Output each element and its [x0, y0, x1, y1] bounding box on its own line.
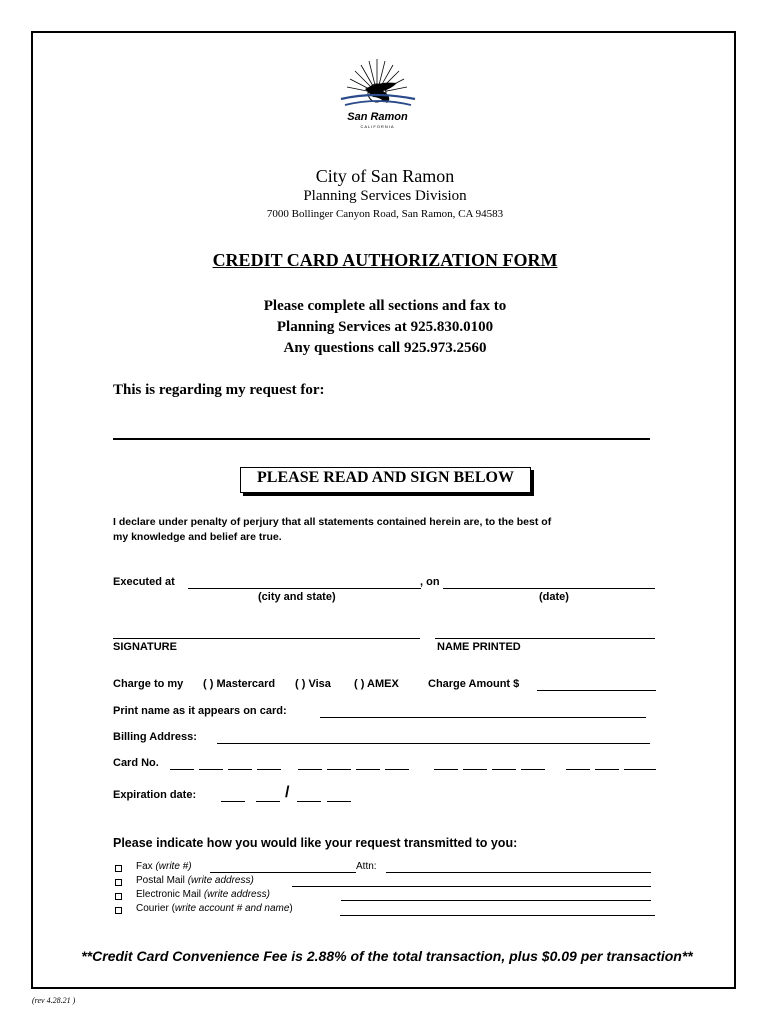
instructions-line-2: Planning Services at 925.830.0100	[276, 319, 494, 335]
card-number-label: Card No.	[113, 757, 159, 769]
courier-account-field[interactable]	[340, 915, 655, 916]
request-field[interactable]	[113, 438, 650, 440]
email-checkbox[interactable]	[115, 893, 122, 900]
mastercard-option[interactable]: ( ) Mastercard	[203, 678, 276, 690]
expiration-year-1[interactable]	[297, 801, 321, 802]
email-address-field[interactable]	[341, 900, 651, 901]
attn-field[interactable]	[386, 872, 651, 873]
executed-on-label: , on	[420, 576, 440, 588]
card-number-field[interactable]	[170, 769, 657, 771]
signature-field[interactable]	[113, 638, 420, 639]
postal-address-field[interactable]	[292, 886, 651, 887]
charge-label: Charge to my	[113, 678, 184, 690]
name-printed-field[interactable]	[435, 638, 655, 639]
expiration-month-2[interactable]	[256, 801, 280, 802]
executed-label: Executed at	[113, 576, 175, 588]
courier-checkbox[interactable]	[115, 907, 122, 914]
transmit-heading: Please indicate how you would like your request transmitted to you:	[113, 836, 518, 850]
city-address: 7000 Bollinger Canyon Road, San Ramon, CA 94583	[266, 208, 504, 220]
instructions-line-3: Any questions call 925.973.2560	[283, 340, 487, 356]
print-name-label: Print name as it appears on card:	[113, 705, 287, 717]
amex-option[interactable]: ( ) AMEX	[354, 678, 399, 690]
expiration-month-1[interactable]	[221, 801, 245, 802]
revision-note: (rev 4.28.21 )	[32, 996, 76, 1005]
division-name: Planning Services Division	[303, 188, 467, 204]
postal-option: Postal Mail (write address)	[136, 875, 254, 886]
expiration-label: Expiration date:	[113, 789, 197, 801]
expiration-slash: /	[285, 784, 290, 801]
attn-label: Attn:	[356, 861, 377, 872]
request-label: This is regarding my request for:	[113, 382, 325, 398]
signature-label: SIGNATURE	[113, 641, 177, 653]
fax-option: Fax (write #)	[136, 861, 192, 872]
executed-city-field[interactable]	[188, 588, 421, 589]
expiration-year-2[interactable]	[327, 801, 351, 802]
date-caption: (date)	[539, 591, 569, 603]
declaration-line-1: I declare under penalty of perjury that all statements contained herein are, to the best of	[113, 516, 552, 528]
visa-option[interactable]: ( ) Visa	[295, 678, 331, 690]
email-option: Electronic Mail (write address)	[136, 889, 270, 900]
convenience-fee-note: **Credit Card Convenience Fee is 2.88% of the total transaction, plus $0.09 per transaction**	[81, 948, 693, 964]
billing-address-label: Billing Address:	[113, 731, 197, 743]
city-logo	[335, 55, 420, 133]
billing-address-field[interactable]	[217, 743, 650, 744]
instructions-line-1: Please complete all sections and fax to	[263, 298, 507, 314]
read-sign-heading: PLEASE READ AND SIGN BELOW	[257, 469, 514, 486]
print-name-field[interactable]	[320, 717, 646, 718]
name-printed-label: NAME PRINTED	[437, 641, 521, 653]
courier-option: Courier (write account # and name)	[136, 903, 293, 914]
charge-amount-label: Charge Amount $	[428, 678, 520, 690]
form-title: CREDIT CARD AUTHORIZATION FORM	[212, 250, 558, 270]
fax-number-field[interactable]	[210, 872, 356, 873]
logo-subtitle: CALIFORNIA	[360, 124, 395, 129]
declaration-line-2: my knowledge and belief are true.	[113, 531, 282, 543]
fax-checkbox[interactable]	[115, 865, 122, 872]
postal-checkbox[interactable]	[115, 879, 122, 886]
charge-amount-field[interactable]	[537, 690, 656, 691]
city-name: City of San Ramon	[315, 166, 455, 186]
city-state-caption: (city and state)	[258, 591, 336, 603]
logo-name: San Ramon	[347, 111, 408, 123]
sun-eagle-icon	[335, 55, 420, 115]
executed-date-field[interactable]	[443, 588, 655, 589]
